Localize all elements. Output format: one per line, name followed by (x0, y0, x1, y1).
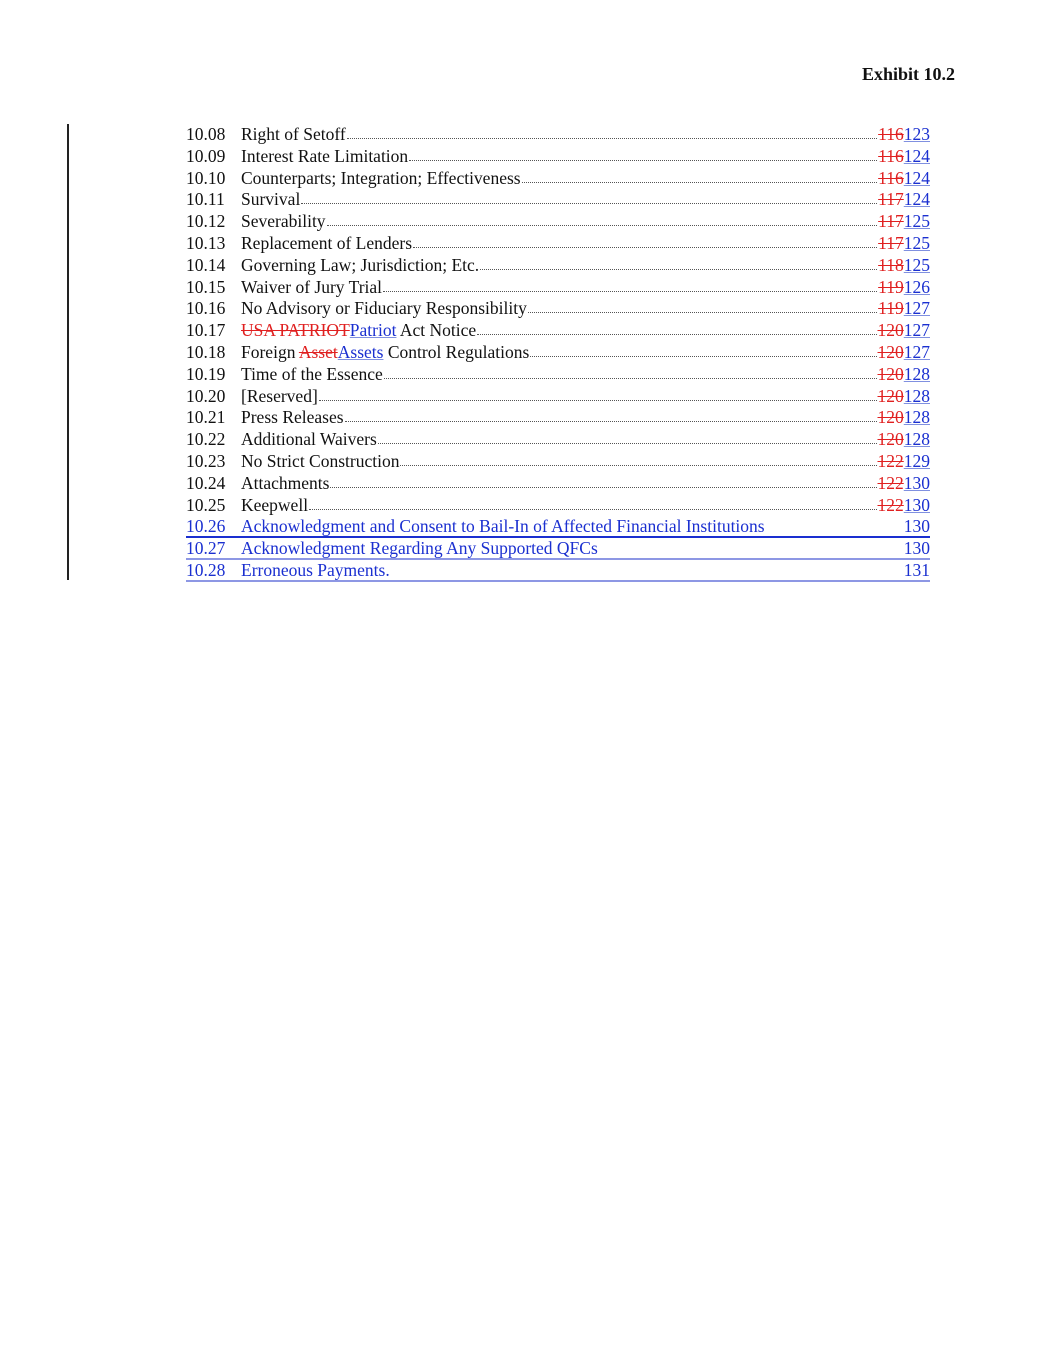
section-number: 10.20 (186, 385, 226, 406)
section-title: Erroneous Payments. (241, 559, 390, 580)
dot-leader (330, 487, 876, 488)
section-number: 10.18 (186, 341, 226, 362)
section-number: 10.11 (186, 189, 225, 210)
section-title (241, 277, 382, 299)
title-text: Keepwell (241, 494, 309, 515)
toc-entry[interactable] (186, 364, 930, 386)
section-number: 10.13 (186, 232, 226, 253)
page-numbers (878, 386, 931, 408)
section-title (241, 124, 346, 146)
table-of-contents (186, 124, 930, 582)
dot-leader (345, 421, 877, 422)
title-text: Interest Rate Limitation (241, 145, 409, 166)
old-page-number: 116 (878, 145, 904, 166)
new-page-number[interactable]: 130 (903, 472, 930, 493)
new-page-number[interactable]: 126 (903, 276, 930, 297)
page-numbers (878, 298, 930, 320)
old-page-number: 117 (878, 211, 904, 232)
toc-entry[interactable] (186, 320, 930, 342)
toc-entry[interactable] (186, 342, 930, 364)
new-page-number[interactable]: 128 (903, 407, 930, 428)
toc-entry[interactable] (186, 146, 930, 168)
page-numbers (878, 495, 931, 517)
inserted-toc-entry[interactable] (186, 538, 930, 560)
page-numbers (878, 189, 930, 211)
inserted-toc-entry[interactable] (186, 516, 930, 538)
section-number: 10.22 (186, 429, 226, 450)
toc-entry[interactable] (186, 429, 930, 451)
old-page-number: 120 (877, 341, 904, 362)
toc-entry[interactable] (186, 298, 930, 320)
title-text: Time of the Essence (241, 363, 383, 384)
dot-leader (480, 269, 877, 270)
new-page-number[interactable]: 125 (903, 211, 930, 232)
new-page-number[interactable]: 125 (903, 254, 930, 275)
dot-leader (409, 160, 877, 161)
page-numbers (878, 451, 931, 473)
title-text: Additional Waivers (241, 429, 377, 450)
page-numbers (878, 473, 931, 495)
section-number: 10.17 (186, 320, 226, 341)
dot-leader (378, 443, 877, 444)
page-numbers (878, 342, 931, 364)
new-page-number[interactable]: 129 (903, 450, 930, 471)
page-numbers (878, 211, 930, 233)
section-number: 10.27 (186, 538, 226, 559)
section-number: 10.23 (186, 450, 226, 471)
dot-leader (384, 378, 877, 379)
deleted-text: Asset (298, 341, 338, 362)
title-text: Governing Law; Jurisdiction; Etc. (241, 254, 480, 275)
title-text: Foreign (241, 341, 299, 362)
old-page-number: 116 (878, 167, 904, 188)
dot-leader (528, 312, 877, 313)
old-page-number: 119 (878, 298, 904, 319)
toc-entry[interactable] (186, 211, 930, 233)
dot-leader (530, 356, 876, 357)
section-title (241, 255, 479, 277)
section-title (241, 495, 308, 517)
page-numbers (878, 364, 931, 386)
old-page-number: 122 (877, 450, 904, 471)
new-page-number[interactable]: 124 (903, 167, 930, 188)
title-text: Press Releases (241, 407, 344, 428)
old-page-number: 122 (877, 494, 904, 515)
title-text: No Strict Construction (241, 450, 400, 471)
old-page-number: 116 (878, 124, 904, 144)
old-page-number: 120 (877, 320, 904, 341)
dot-leader (477, 334, 876, 335)
toc-entry[interactable] (186, 255, 930, 277)
dot-leader (301, 203, 877, 204)
old-page-number: 122 (877, 472, 904, 493)
new-page-number[interactable]: 127 (903, 341, 930, 362)
old-page-number: 117 (878, 232, 904, 253)
toc-entry[interactable] (186, 124, 930, 146)
old-page-number: 120 (877, 429, 904, 450)
section-number: 10.16 (186, 298, 226, 319)
dot-leader (383, 291, 877, 292)
section-title (241, 364, 383, 386)
section-title (241, 189, 300, 211)
old-page-number: 119 (878, 276, 904, 297)
toc-entry[interactable] (186, 495, 930, 517)
page-numbers (878, 168, 930, 190)
old-page-number: 120 (877, 407, 904, 428)
section-title (241, 473, 329, 495)
section-number: 10.24 (186, 472, 226, 493)
revision-change-bar (67, 124, 69, 580)
page-numbers (878, 320, 931, 342)
inserted-text: Assets (337, 341, 384, 362)
new-page-number[interactable]: 124 (903, 145, 930, 166)
dot-leader (347, 138, 877, 139)
title-text: Attachments (241, 472, 330, 493)
section-title (241, 386, 318, 408)
section-number: 10.14 (186, 254, 226, 275)
page-numbers (878, 124, 930, 146)
inserted-text: Patriot (349, 320, 397, 341)
page-numbers (878, 429, 931, 451)
section-title: Acknowledgment and Consent to Bail-In of Affected Financial Institutions (241, 516, 765, 537)
section-title (241, 233, 412, 255)
section-title (241, 211, 326, 233)
title-text: Severability (241, 211, 326, 232)
toc-entry[interactable] (186, 473, 930, 495)
section-number: 10.19 (186, 363, 226, 384)
section-number: 10.28 (186, 559, 226, 580)
section-number: 10.12 (186, 211, 226, 232)
section-number: 10.09 (186, 145, 226, 166)
section-number: 10.25 (186, 494, 226, 515)
toc-entry[interactable] (186, 386, 930, 408)
dot-leader (413, 247, 877, 248)
dot-leader (327, 225, 878, 226)
section-number: 10.10 (186, 167, 226, 188)
title-text: Counterparts; Integration; Effectiveness (241, 167, 521, 188)
section-number: 10.08 (186, 124, 226, 144)
title-text: [Reserved] (241, 385, 318, 406)
toc-entry[interactable] (186, 168, 930, 190)
title-text: Act Notice (396, 320, 477, 341)
page-number[interactable]: 131 (903, 559, 930, 580)
toc-entry[interactable] (186, 407, 930, 429)
toc-entry[interactable] (186, 277, 930, 299)
section-title (241, 342, 529, 364)
section-title (241, 298, 527, 320)
title-text: No Advisory or Fiduciary Responsibility (241, 298, 527, 319)
new-page-number[interactable]: 128 (903, 385, 930, 406)
old-page-number: 120 (877, 363, 904, 384)
dot-leader (309, 509, 876, 510)
inserted-toc-entry[interactable] (186, 560, 930, 582)
page-numbers (878, 255, 930, 277)
title-text: Waiver of Jury Trial (241, 276, 383, 297)
section-title (241, 320, 476, 342)
page-numbers (878, 407, 931, 429)
new-page-number[interactable]: 127 (903, 320, 930, 341)
section-title (241, 407, 344, 429)
section-number: 10.26 (186, 516, 226, 537)
new-page-number[interactable]: 128 (903, 429, 930, 450)
section-title (241, 168, 521, 190)
old-page-number: 120 (877, 385, 904, 406)
section-title (241, 146, 408, 168)
toc-entry[interactable] (186, 189, 930, 211)
page-number[interactable]: 130 (903, 516, 930, 537)
section-number: 10.21 (186, 407, 226, 428)
title-text: Survival (241, 189, 301, 210)
title-text: Control Regulations (383, 341, 530, 362)
page-number[interactable]: 130 (903, 538, 930, 559)
dot-leader (319, 400, 877, 401)
toc-entry[interactable] (186, 451, 930, 473)
title-text: Replacement of Lenders (241, 232, 413, 253)
section-title (241, 429, 377, 451)
page-numbers (878, 146, 930, 168)
new-page-number[interactable]: 123 (903, 124, 930, 144)
section-title: Acknowledgment Regarding Any Supported QFCs (241, 538, 598, 559)
page-numbers (878, 233, 930, 255)
new-page-number[interactable]: 127 (903, 298, 930, 319)
section-title (241, 451, 399, 473)
new-page-number[interactable]: 124 (903, 189, 930, 210)
page-numbers (878, 277, 930, 299)
title-text: Right of Setoff (241, 124, 346, 144)
dot-leader (400, 465, 876, 466)
section-number: 10.15 (186, 276, 226, 297)
exhibit-label: Exhibit 10.2 (861, 64, 955, 84)
new-page-number[interactable]: 125 (903, 232, 930, 253)
new-page-number[interactable]: 130 (903, 494, 930, 515)
dot-leader (522, 182, 878, 183)
toc-entry[interactable] (186, 233, 930, 255)
old-page-number: 117 (878, 189, 904, 210)
deleted-text: USA PATRIOT (241, 320, 350, 341)
new-page-number[interactable]: 128 (903, 363, 930, 384)
old-page-number: 118 (878, 254, 904, 275)
